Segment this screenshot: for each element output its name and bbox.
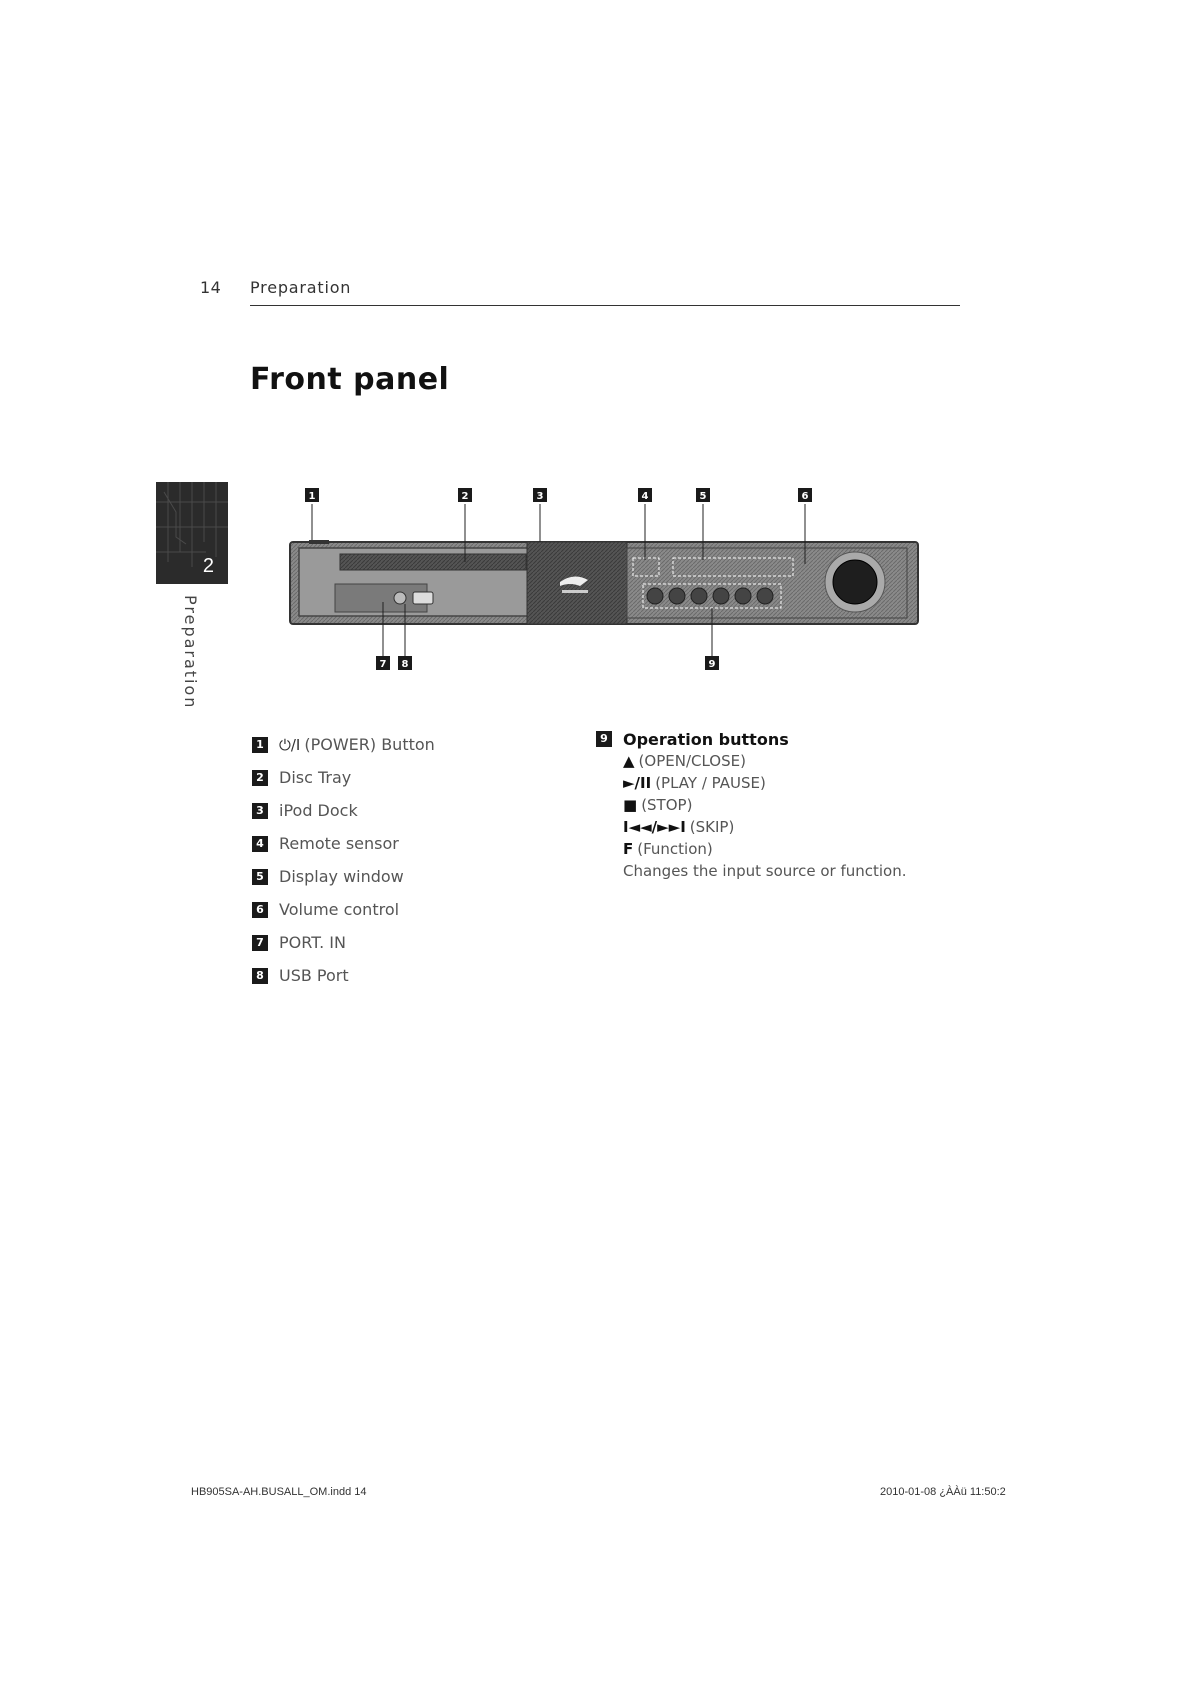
operation-title: Operation buttons — [623, 729, 789, 749]
page-header — [200, 278, 960, 308]
operation-buttons-section — [596, 728, 936, 882]
svg-text:8: 8 — [401, 659, 409, 670]
list-item — [252, 827, 592, 860]
item-number-badge: 9 — [596, 731, 612, 747]
list-item — [252, 959, 592, 992]
callout-4 — [638, 488, 652, 502]
component-list — [252, 728, 592, 992]
skip-icon: I◄◄/►►I — [623, 818, 686, 836]
operation-line: ►/II (PLAY / PAUSE) — [623, 774, 766, 792]
front-panel-diagram — [285, 480, 925, 680]
operation-list — [623, 750, 936, 882]
svg-text:1: 1 — [308, 491, 316, 502]
chapter-tab — [156, 482, 228, 584]
item-number-badge: 8 — [252, 968, 268, 984]
svg-text:6: 6 — [801, 491, 809, 502]
operation-title-row — [596, 728, 936, 750]
list-item — [252, 893, 592, 926]
play-pause-icon: ►/II — [623, 774, 652, 792]
list-item — [252, 728, 592, 761]
svg-text:3: 3 — [536, 491, 544, 502]
item-number-badge: 3 — [252, 803, 268, 819]
eject-icon: ▲ — [623, 752, 635, 770]
item-label: iPod Dock — [279, 801, 358, 820]
svg-text:9: 9 — [708, 659, 716, 670]
list-item — [252, 761, 592, 794]
list-item — [252, 926, 592, 959]
item-label: USB Port — [279, 966, 349, 985]
section-name: Preparation — [250, 278, 352, 297]
function-key-label: F — [623, 840, 634, 858]
volume-knob — [833, 560, 877, 604]
stop-icon: ■ — [623, 796, 638, 814]
operation-line: Changes the input source or function. — [623, 862, 907, 880]
svg-text:7: 7 — [379, 659, 387, 670]
power-icon: ⏻/I — [279, 735, 301, 754]
callout-6 — [798, 488, 812, 502]
operation-line: ■ (STOP) — [623, 796, 693, 814]
list-item — [252, 860, 592, 893]
operation-line: F (Function) — [623, 840, 713, 858]
item-label: Remote sensor — [279, 834, 399, 853]
item-number-badge: 1 — [252, 737, 268, 753]
item-number-badge: 4 — [252, 836, 268, 852]
item-number-badge: 5 — [252, 869, 268, 885]
port-in-jack — [394, 592, 406, 604]
operation-line: I◄◄/►►I (SKIP) — [623, 818, 735, 836]
item-number-badge: 6 — [252, 902, 268, 918]
item-label: Disc Tray — [279, 768, 352, 787]
disc-tray-slot — [340, 554, 526, 570]
callout-5 — [696, 488, 710, 502]
chapter-label: Preparation — [181, 595, 200, 710]
chapter-number: 2 — [202, 555, 214, 577]
item-number-badge: 2 — [252, 770, 268, 786]
callout-8 — [398, 656, 412, 670]
svg-text:2: 2 — [461, 491, 469, 502]
item-label: (POWER) Button — [304, 735, 435, 754]
svg-text:5: 5 — [699, 491, 707, 502]
callout-9 — [705, 656, 719, 670]
page-number: 14 — [200, 278, 222, 297]
chapter-tab-pattern — [156, 482, 228, 584]
callout-3 — [533, 488, 547, 502]
header-rule — [250, 305, 960, 306]
item-label: Display window — [279, 867, 404, 886]
power-button — [309, 540, 329, 544]
page-title: Front panel — [250, 362, 450, 397]
callout-1 — [305, 488, 319, 502]
usb-port — [413, 592, 433, 604]
item-number-badge: 7 — [252, 935, 268, 951]
item-label: PORT. IN — [279, 933, 346, 952]
callout-2 — [458, 488, 472, 502]
item-label: Volume control — [279, 900, 400, 919]
callout-7 — [376, 656, 390, 670]
svg-text:4: 4 — [641, 491, 649, 502]
list-item — [252, 794, 592, 827]
footer-timestamp: 2010-01-08 ¿ÀÀü 11:50:2 — [880, 1486, 1006, 1498]
footer-file-info: HB905SA-AH.BUSALL_OM.indd 14 — [191, 1486, 367, 1498]
operation-line: ▲ (OPEN/CLOSE) — [623, 752, 746, 770]
